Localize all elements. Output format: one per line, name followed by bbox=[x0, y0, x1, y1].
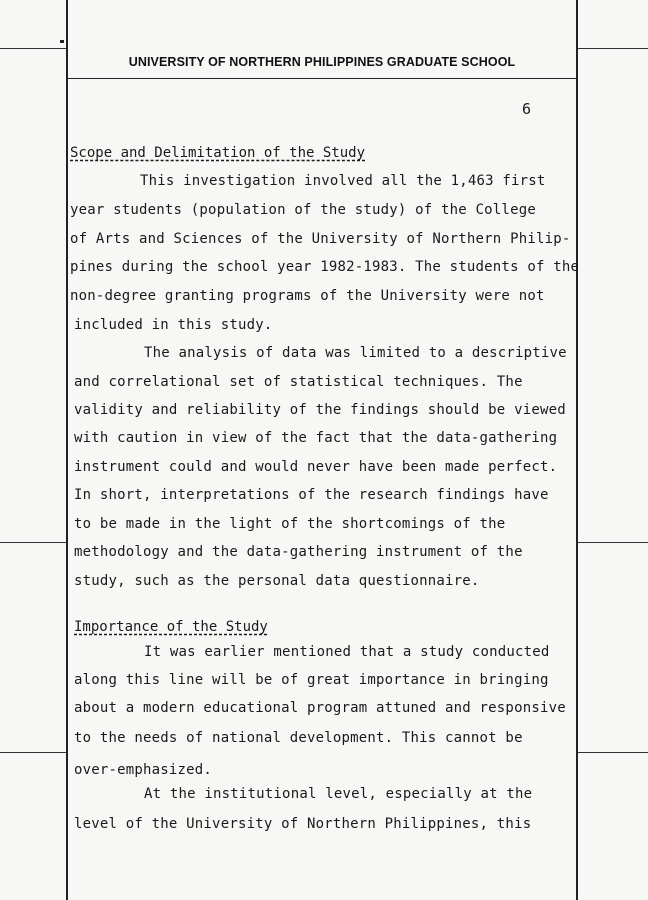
paragraph-line: It was earlier mentioned that a study conducted bbox=[144, 644, 550, 660]
paragraph-line: study, such as the personal data questionnaire. bbox=[74, 573, 480, 589]
paragraph-line: year students (population of the study) of the College bbox=[70, 202, 536, 218]
paragraph-line: of Arts and Sciences of the University of Northern Philip- bbox=[70, 231, 571, 247]
paragraph-line: validity and reliability of the findings should be viewed bbox=[74, 402, 566, 418]
section-heading: Scope and Delimitation of the Study bbox=[70, 145, 366, 161]
right-edge-rule bbox=[578, 542, 648, 543]
header-rule bbox=[68, 78, 576, 79]
paragraph-line: methodology and the data-gathering instrument of the bbox=[74, 544, 523, 560]
paragraph-line: to be made in the light of the shortcomings of the bbox=[74, 516, 506, 532]
left-edge-rule bbox=[0, 752, 66, 753]
paragraph-line: over-emphasized. bbox=[74, 762, 213, 778]
paragraph-line: to the needs of national development. This cannot be bbox=[74, 730, 523, 746]
left-edge-rule bbox=[0, 542, 66, 543]
paragraph-line: and correlational set of statistical techniques. The bbox=[74, 374, 523, 390]
paragraph-line: This investigation involved all the 1,463 first bbox=[140, 173, 546, 189]
paragraph-line: In short, interpretations of the research findings have bbox=[74, 487, 549, 503]
paragraph-line: with caution in view of the fact that the data-gathering bbox=[74, 430, 558, 446]
paragraph-line: about a modern educational program attuned and responsive bbox=[74, 700, 566, 716]
paragraph-line: non-degree granting programs of the University were not bbox=[70, 288, 545, 304]
section-heading: Importance of the Study bbox=[74, 619, 268, 635]
document-header: UNIVERSITY OF NORTHERN PHILIPPINES GRADUATE SCHOOL bbox=[128, 55, 516, 69]
paragraph-line: The analysis of data was limited to a descriptive bbox=[144, 345, 567, 361]
paragraph-line: pines during the school year 1982-1983. The students of the bbox=[70, 259, 580, 275]
paragraph-line: along this line will be of great importance in bringing bbox=[74, 672, 549, 688]
right-edge-rule bbox=[578, 48, 648, 49]
punch-mark bbox=[60, 40, 64, 43]
page-number: 6 bbox=[522, 100, 532, 118]
paragraph-line: level of the University of Northern Philippines, this bbox=[74, 816, 532, 832]
paragraph-line: instrument could and would never have been made perfect. bbox=[74, 459, 558, 475]
left-edge-rule bbox=[0, 48, 66, 49]
paragraph-line: At the institutional level, especially at the bbox=[144, 786, 533, 802]
right-margin-line bbox=[576, 0, 578, 900]
right-edge-rule bbox=[578, 752, 648, 753]
left-margin-line bbox=[66, 0, 68, 900]
paragraph-line: included in this study. bbox=[74, 317, 273, 333]
